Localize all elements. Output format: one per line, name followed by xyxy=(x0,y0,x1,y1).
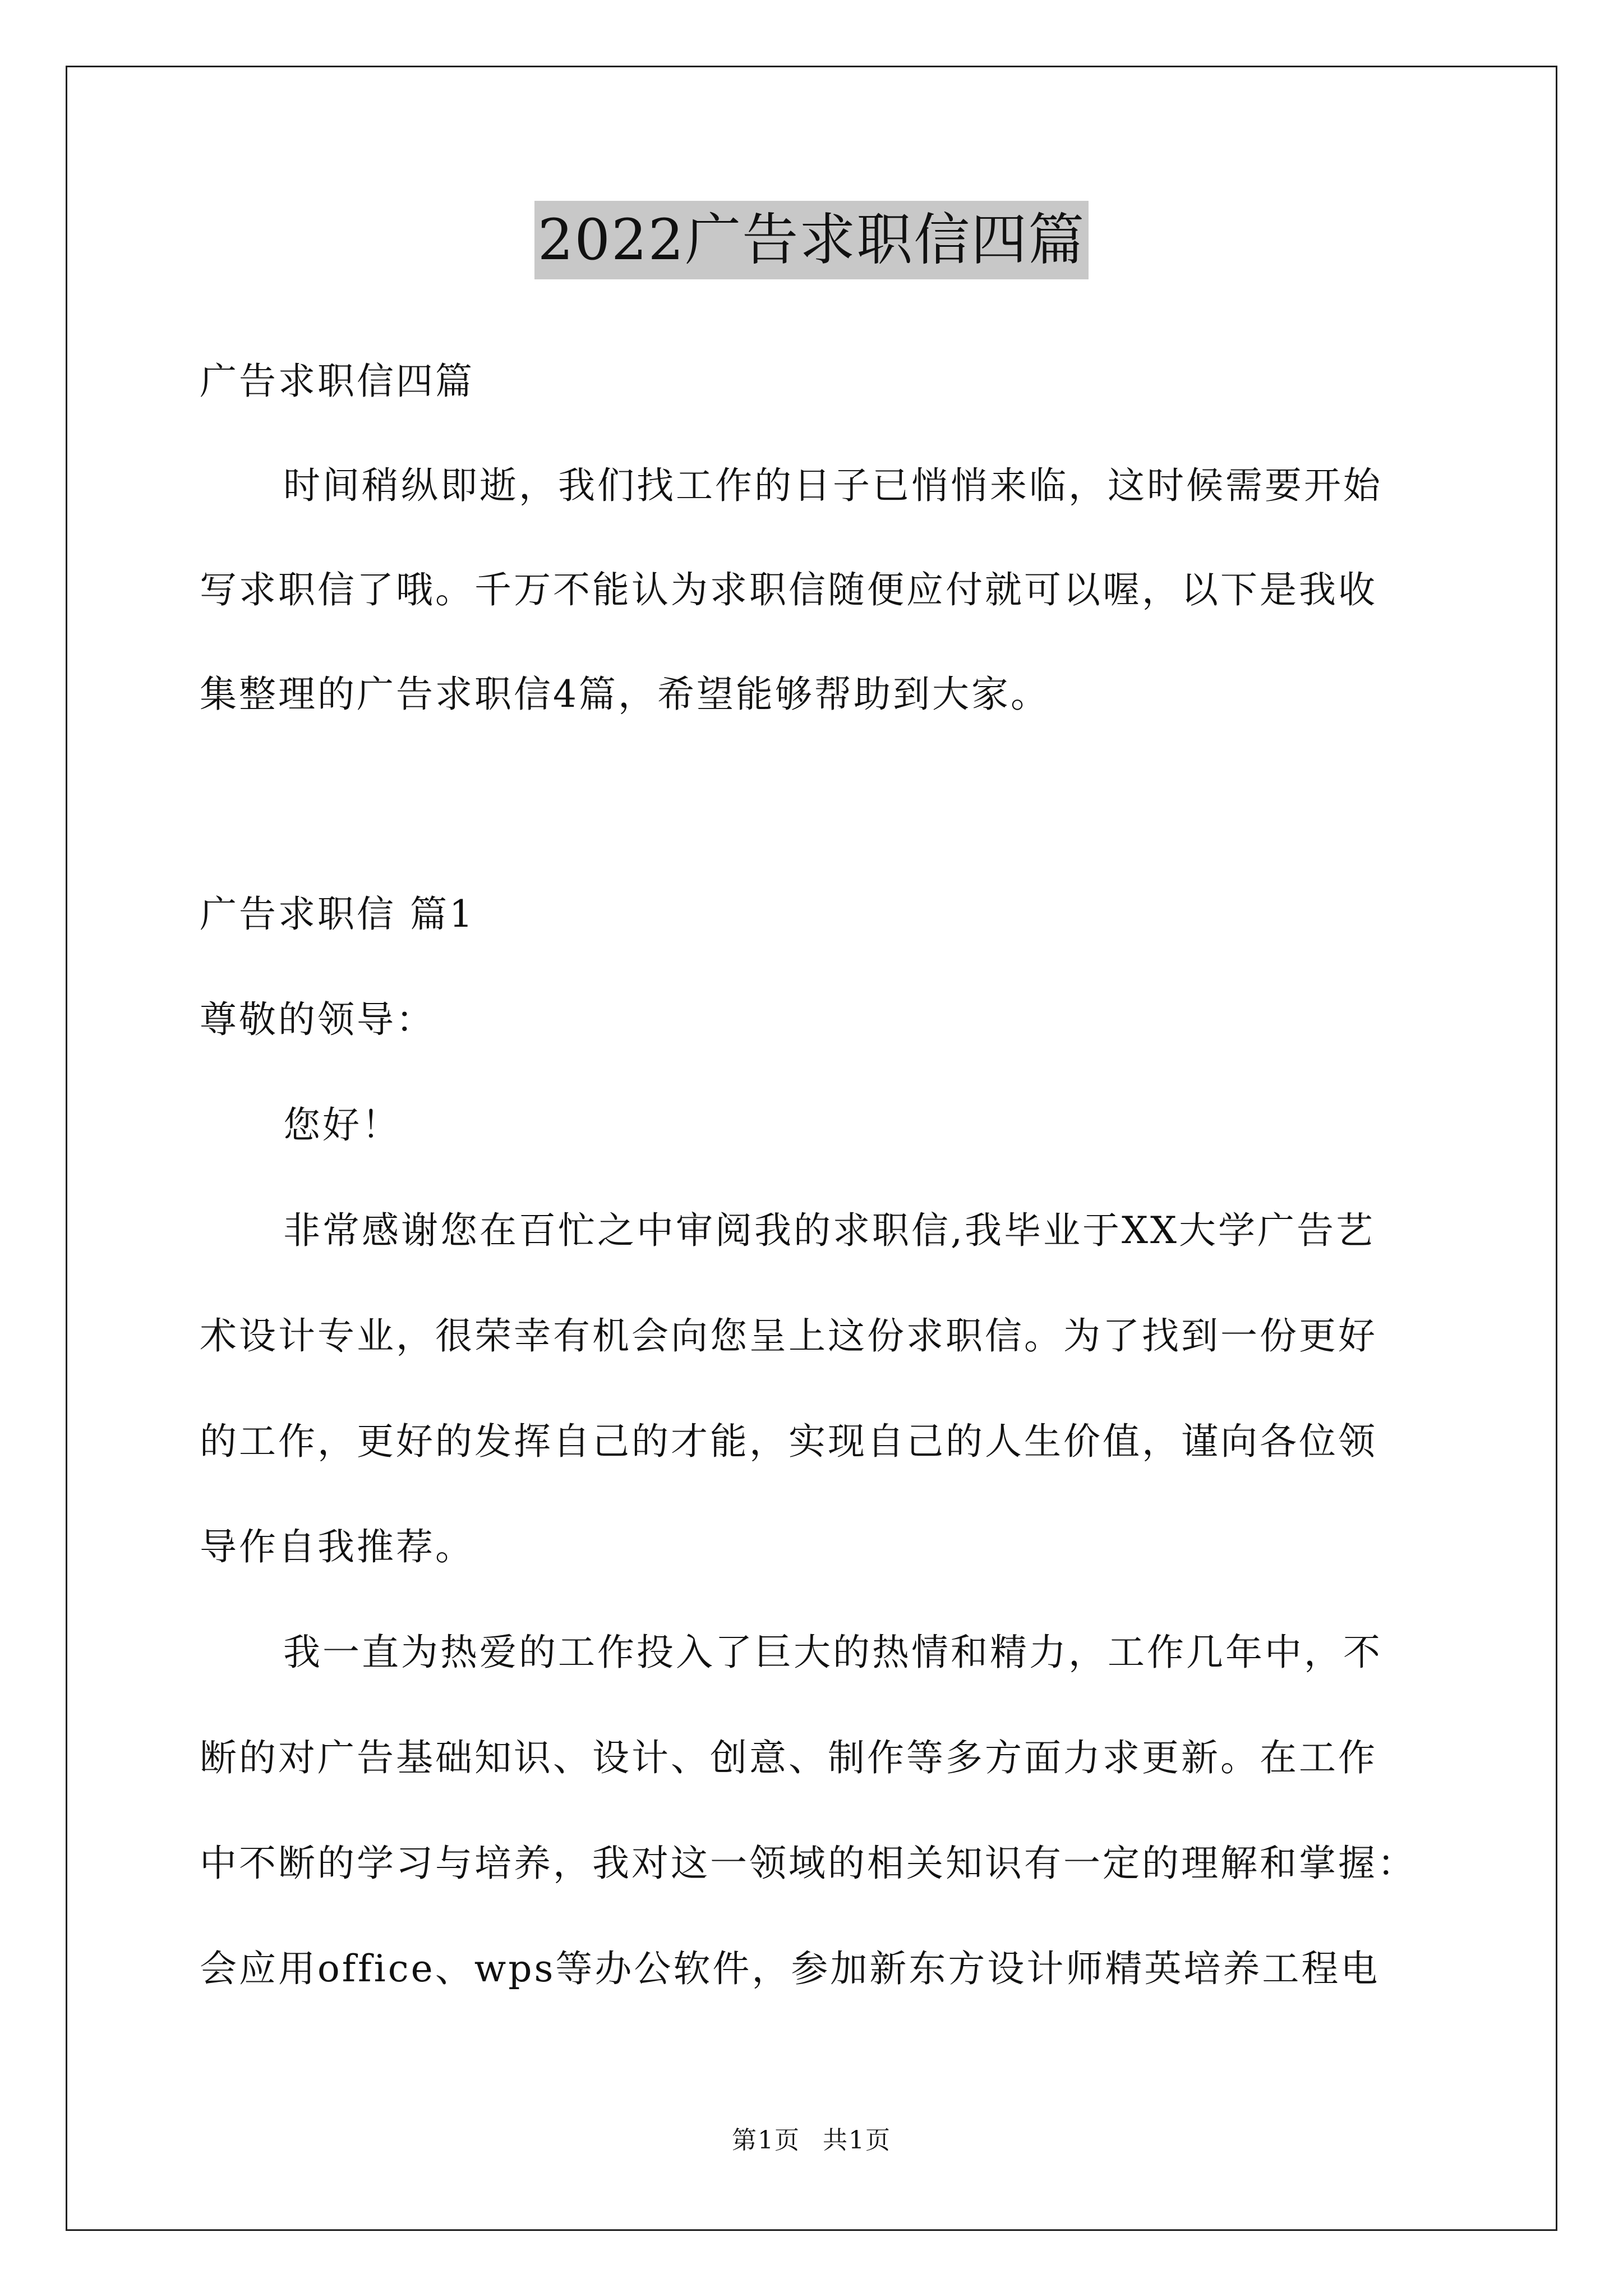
paragraph1-line-4: 导作自我推荐。 xyxy=(200,1525,474,1568)
intro-line-2: 写求职信了哦。千万不能认为求职信随便应付就可以喔，以下是我收 xyxy=(200,568,1377,611)
document-title: 2022广告求职信四篇 xyxy=(534,201,1089,279)
page-footer xyxy=(0,2124,1623,2157)
page-number: 第1页 xyxy=(732,2126,800,2155)
paragraph1-line-2: 术设计专业，很荣幸有机会向您呈上这份求职信。为了找到一份更好 xyxy=(200,1314,1377,1358)
paragraph2-line-4: 会应用office、wps等办公软件，参加新东方设计师精英培养工程电 xyxy=(200,1947,1380,1990)
intro-line-3: 集整理的广告求职信4篇，希望能够帮助到大家。 xyxy=(200,673,1050,716)
subtitle: 广告求职信四篇 xyxy=(200,360,474,403)
intro-line-1: 时间稍纵即逝，我们找工作的日子已悄悄来临，这时候需要开始 xyxy=(283,464,1382,507)
paragraph2-line-1: 我一直为热爱的工作投入了巨大的热情和精力，工作几年中，不 xyxy=(283,1631,1382,1674)
greeting: 您好！ xyxy=(283,1103,401,1147)
page-total: 共1页 xyxy=(823,2126,891,2155)
salutation: 尊敬的领导： xyxy=(200,998,435,1041)
paragraph1-line-3: 的工作，更好的发挥自己的才能，实现自己的人生价值，谨向各位领 xyxy=(200,1420,1377,1463)
section-heading: 广告求职信 篇1 xyxy=(200,892,475,936)
paragraph1-line-1: 非常感谢您在百忙之中审阅我的求职信,我毕业于XX大学广告艺 xyxy=(283,1209,1375,1252)
paragraph2-line-2: 断的对广告基础知识、设计、创意、制作等多方面力求更新。在工作 xyxy=(200,1736,1377,1779)
title-block xyxy=(0,201,1623,279)
paragraph2-line-3: 中不断的学习与培养，我对这一领域的相关知识有一定的理解和掌握： xyxy=(200,1842,1417,1885)
